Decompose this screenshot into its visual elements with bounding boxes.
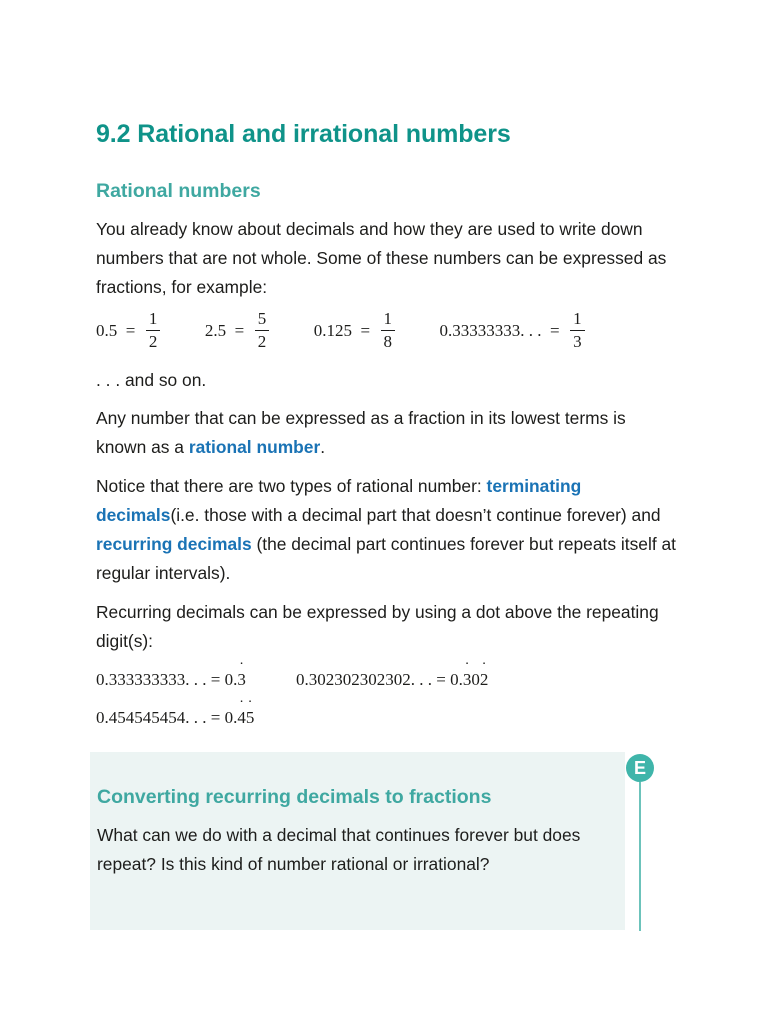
example-decimal: 0.125 xyxy=(313,320,352,340)
dotted-digit: ˙ 4 xyxy=(237,708,246,728)
page-title: 9.2 Rational and irrational numbers xyxy=(96,120,511,148)
numerator: 1 xyxy=(146,310,161,331)
fraction-examples xyxy=(96,310,587,351)
denominator: 8 xyxy=(383,332,393,351)
numerator: 5 xyxy=(255,310,270,331)
rational-definition-paragraph: Any number that can be expressed as a fraction in its lowest terms is known as a rational number. xyxy=(96,408,626,457)
and-so-on-text: . . . and so on. xyxy=(96,370,207,390)
section-heading-rational-numbers: Rational numbers xyxy=(96,180,261,202)
dotted-digit: ˙ 3 xyxy=(463,670,472,690)
example-1: 0.5 = $\frac{1}{2}$ xyxy=(96,319,167,338)
extension-box xyxy=(90,752,625,930)
numerator: 1 xyxy=(381,310,396,331)
example-fraction xyxy=(146,310,161,351)
extension-badge-icon: E xyxy=(626,754,654,782)
example-fraction xyxy=(570,310,585,351)
denominator: 2 xyxy=(257,332,267,351)
example-fraction xyxy=(381,310,396,351)
dotted-digit: ˙ 3 xyxy=(237,670,246,690)
recurring-example-2: 0.302302302302. . . = 0.˙ 30˙ 2 xyxy=(296,670,488,690)
example-decimal: 0.5 xyxy=(96,320,118,340)
extension-marker-line xyxy=(639,782,641,931)
box-title: Converting recurring decimals to fractions xyxy=(97,786,492,808)
keyword-recurring-decimals: recurring decimals xyxy=(96,534,252,554)
recurring-example-3: 0.454545454. . . = 0.˙ 4˙ 5 xyxy=(96,708,254,728)
numerator: 1 xyxy=(570,310,585,331)
recurring-intro-paragraph: Recurring decimals can be expressed by using a dot above the repeating digit(s): xyxy=(96,602,659,651)
example-3: 0.125 = $\frac{1}{8}$ xyxy=(314,319,402,338)
dotted-digit: ˙ 2 xyxy=(480,670,489,690)
recurring-example-1: 0.333333333. . . = 0.˙ 3 xyxy=(96,670,246,690)
keyword-terminating-decimals: terminating decimals xyxy=(96,476,582,525)
types-paragraph: Notice that there are two types of rational number: terminating decimals(i.e. those with a decimal part that doesn’t continue forever) and recurring decimals (the decimal part continues forever but repeats itself at regular intervals). xyxy=(96,476,676,583)
example-decimal: 0.33333333. . . xyxy=(439,320,542,340)
example-2: 2.5 = $\frac{5}{2}$ xyxy=(205,319,276,338)
keyword-rational-number: rational number xyxy=(188,437,321,457)
denominator: 2 xyxy=(148,332,158,351)
intro-paragraph: You already know about decimals and how they are used to write down numbers that are not whole. Some of these numbers can be expressed as fractions, for example: xyxy=(96,219,667,297)
dotted-digit: ˙ 5 xyxy=(246,708,255,728)
example-decimal: 2.5 xyxy=(204,320,227,340)
box-text: What can we do with a decimal that continues forever but does repeat? Is this kind of number rational or irrational? xyxy=(97,825,581,874)
example-4: 0.33333333. . . = $\frac{1}{3}$ xyxy=(440,319,587,338)
denominator: 3 xyxy=(573,332,582,351)
example-fraction xyxy=(255,310,270,351)
